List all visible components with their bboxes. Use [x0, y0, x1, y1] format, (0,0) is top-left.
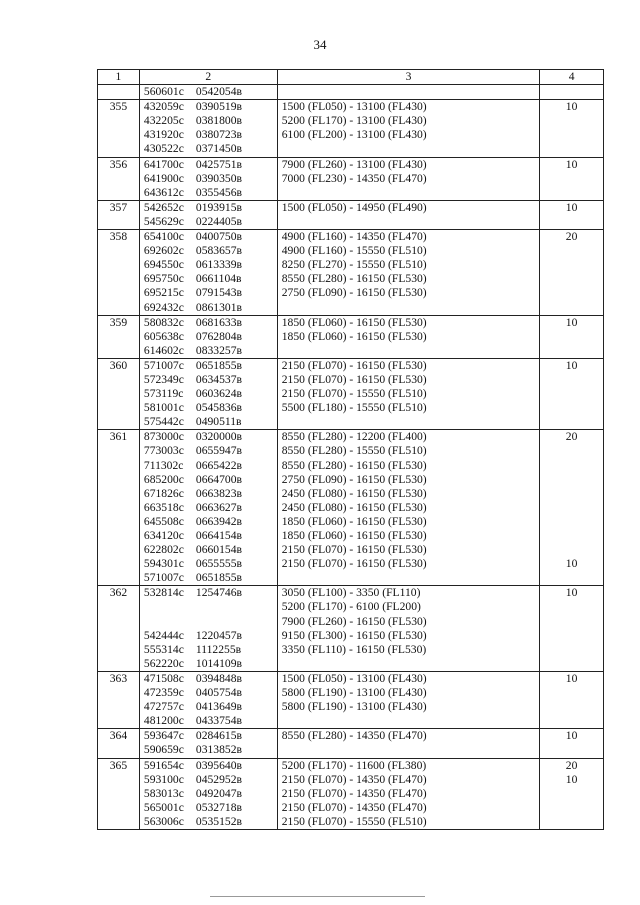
altitude-cell — [277, 586, 539, 672]
coordinates-cell — [139, 358, 277, 429]
value — [544, 529, 599, 543]
altitude-range: 2150 (FL070) - 16150 (FL530) — [281, 557, 427, 571]
longitude: 0613339в — [195, 258, 242, 272]
altitude-range: 5500 (FL180) - 15550 (FL510) — [281, 401, 427, 415]
coordinate-line — [144, 543, 273, 557]
coordinate-line — [144, 586, 273, 600]
latitude: 562220c — [143, 656, 184, 670]
latitude: 431920c — [143, 128, 184, 142]
longitude: 1254746в — [195, 586, 242, 600]
longitude: 0532718в — [195, 800, 242, 814]
coordinate-line — [144, 142, 273, 156]
column-header-1: 1 — [98, 70, 140, 85]
latitude: 472359c — [143, 686, 184, 700]
longitude: 0545836в — [195, 401, 242, 415]
coordinate-line — [144, 201, 273, 215]
altitude-range: 7000 (FL230) - 14350 (FL470) — [281, 171, 427, 185]
latitude: 692602c — [143, 244, 184, 258]
coordinates-cell — [139, 100, 277, 157]
altitude-range: 2150 (FL070) - 14350 (FL470) — [281, 800, 427, 814]
coordinate-line — [144, 444, 273, 458]
latitude: 581001c — [143, 401, 184, 415]
page-number: 34 — [313, 37, 327, 52]
latitude: 580832c — [143, 315, 184, 329]
coordinate-line — [144, 629, 273, 643]
latitude: 645508c — [143, 514, 184, 528]
latitude: 622802c — [143, 543, 184, 557]
latitude: 573119c — [143, 387, 184, 401]
area-number: 362 — [98, 586, 140, 672]
coordinates-cell — [139, 85, 277, 100]
value: 10 — [565, 358, 578, 372]
altitude-range: 8250 (FL270) - 15550 (FL510) — [281, 258, 427, 272]
latitude: 542444c — [143, 628, 184, 642]
coordinate-line — [144, 657, 273, 671]
coordinate-line — [144, 501, 273, 515]
longitude: 0394848в — [195, 671, 242, 685]
coordinate-line — [144, 186, 273, 200]
longitude: 0791543в — [195, 286, 242, 300]
coordinate-line — [144, 415, 273, 429]
latitude: 542652c — [143, 200, 184, 214]
coordinate-line — [144, 515, 273, 529]
altitude-range: 1500 (FL050) - 13100 (FL430) — [281, 671, 427, 685]
longitude: 0663627в — [195, 500, 242, 514]
table-row — [98, 100, 604, 157]
longitude: 0664700в — [195, 472, 242, 486]
latitude: 695215c — [143, 286, 184, 300]
altitude-cell — [277, 85, 539, 100]
altitude-range: 1850 (FL060) - 16150 (FL530) — [281, 315, 427, 329]
value: 10 — [565, 200, 578, 214]
table-body — [98, 85, 604, 830]
coordinates-cell — [139, 758, 277, 829]
altitude-range — [282, 85, 535, 99]
altitude-range: 2150 (FL070) - 16150 (FL530) — [281, 372, 427, 386]
altitude-range: 5200 (FL170) - 11600 (FL380) — [281, 758, 427, 772]
altitude-range: 3350 (FL110) - 16150 (FL530) — [281, 642, 427, 656]
longitude: 0663823в — [195, 486, 242, 500]
altitude-range: 1850 (FL060) - 16150 (FL530) — [281, 529, 427, 542]
coordinate-line — [144, 571, 273, 585]
longitude: 0400750в — [195, 230, 242, 244]
longitude: 0492047в — [195, 786, 242, 800]
latitude: 565001c — [143, 800, 184, 814]
value: 20 — [565, 758, 578, 772]
longitude: 0542054в — [195, 85, 242, 99]
longitude: 0655555в — [195, 557, 242, 571]
value — [544, 487, 599, 501]
latitude: 593647c — [143, 729, 184, 743]
coordinate-line — [144, 700, 273, 714]
table-row — [98, 430, 604, 586]
coordinate-line — [144, 473, 273, 487]
table-row — [98, 157, 604, 200]
altitude-cell — [277, 100, 539, 157]
longitude: 0381800в — [195, 114, 242, 128]
altitude-range: 2750 (FL090) - 16150 (FL530) — [281, 286, 427, 300]
coordinate-line — [144, 401, 273, 415]
longitude: 0433754в — [195, 714, 242, 728]
longitude: 0660154в — [195, 543, 242, 557]
altitude-range: 2450 (FL080) - 16150 (FL530) — [281, 500, 427, 514]
longitude: 0535152в — [195, 814, 242, 828]
coordinate-line — [144, 801, 273, 815]
longitude: 0390350в — [195, 171, 242, 185]
coordinate-line — [144, 100, 273, 114]
longitude: 0313852в — [195, 743, 242, 757]
altitude-range: 5800 (FL190) - 13100 (FL430) — [281, 700, 427, 714]
altitude-range: 8550 (FL280) - 15550 (FL510) — [281, 444, 427, 458]
airspace-table — [97, 69, 604, 830]
latitude: 430522c — [143, 142, 184, 156]
value-cell — [540, 230, 604, 316]
area-number: 365 — [98, 758, 140, 829]
longitude: 0224405в — [195, 214, 242, 228]
latitude: 481200c — [143, 714, 184, 728]
longitude: 0320000в — [195, 430, 242, 444]
coordinate-line — [144, 743, 273, 757]
coordinate-line — [144, 316, 273, 330]
coordinates-cell — [139, 315, 277, 358]
coordinate-line — [144, 759, 273, 773]
altitude-range: 5200 (FL170) - 13100 (FL430) — [281, 114, 427, 128]
latitude: 471508c — [143, 671, 184, 685]
coordinate-line — [144, 773, 273, 787]
value: 10 — [565, 671, 578, 685]
altitude-range: 1850 (FL060) - 16150 (FL530) — [281, 329, 427, 343]
latitude: 560601c — [143, 85, 184, 99]
altitude-cell — [277, 729, 539, 758]
longitude: 0490511в — [195, 415, 242, 429]
longitude: 1014109в — [195, 656, 242, 670]
longitude: 0413649в — [195, 700, 242, 714]
value-cell — [540, 358, 604, 429]
longitude: 0390519в — [195, 100, 242, 114]
bottom-divider — [210, 896, 425, 897]
longitude: 0193915в — [195, 200, 242, 214]
altitude-range: 5200 (FL170) - 6100 (FL200) — [281, 600, 421, 614]
longitude: 0380723в — [195, 128, 242, 142]
value-cell — [540, 100, 604, 157]
coordinate-line — [144, 815, 273, 829]
coordinates-cell — [139, 230, 277, 316]
coordinate-line — [144, 714, 273, 728]
value-cell — [540, 758, 604, 829]
latitude: 695750c — [143, 272, 184, 286]
altitude-range: 8550 (FL280) - 12200 (FL400) — [281, 430, 427, 444]
coordinate-line — [144, 459, 273, 473]
value — [544, 444, 599, 458]
altitude-range: 1850 (FL060) - 16150 (FL530) — [281, 514, 427, 528]
area-number: 361 — [98, 430, 140, 586]
altitude-range: 8550 (FL280) - 14350 (FL470) — [281, 729, 427, 743]
latitude: 572349c — [143, 372, 184, 386]
latitude: 773003c — [143, 444, 184, 458]
coordinate-line — [144, 344, 273, 358]
longitude: 0395640в — [195, 758, 242, 772]
value-cell — [540, 586, 604, 672]
longitude: 0663942в — [195, 514, 242, 528]
longitude: 0665422в — [195, 458, 242, 472]
coordinate-line — [144, 430, 273, 444]
value-cell — [540, 430, 604, 586]
table-row — [98, 729, 604, 758]
longitude: 0634537в — [195, 372, 242, 386]
coordinate-line — [144, 172, 273, 186]
area-number: 360 — [98, 358, 140, 429]
latitude: 643612c — [143, 185, 184, 199]
altitude-range: 2150 (FL070) - 14350 (FL470) — [281, 786, 427, 800]
latitude: 641900c — [143, 171, 184, 185]
longitude: 1220457в — [195, 628, 242, 642]
longitude: 0371450в — [195, 142, 242, 156]
coordinates-cell — [139, 671, 277, 728]
altitude-cell — [277, 315, 539, 358]
column-header-3: 3 — [277, 70, 539, 85]
value: 10 — [565, 315, 578, 329]
latitude: 694550c — [143, 258, 184, 272]
longitude: 0655947в — [195, 444, 242, 458]
altitude-cell — [277, 671, 539, 728]
latitude: 605638c — [143, 329, 184, 343]
coordinate-line — [144, 686, 273, 700]
table-row — [98, 315, 604, 358]
altitude-range: 4900 (FL160) - 15550 (FL510) — [281, 244, 427, 258]
latitude: 671826c — [143, 486, 184, 500]
area-number — [98, 85, 140, 100]
value — [544, 85, 599, 99]
coordinate-line — [144, 600, 273, 614]
altitude-range: 8550 (FL280) - 16150 (FL530) — [281, 458, 427, 472]
longitude: 0355456в — [195, 185, 242, 199]
altitude-cell — [277, 758, 539, 829]
coordinate-line — [144, 158, 273, 172]
altitude-range: 4900 (FL160) - 14350 (FL470) — [281, 230, 427, 244]
latitude: 711302c — [143, 458, 184, 472]
longitude: 0583657в — [195, 244, 242, 258]
coordinate-line — [144, 487, 273, 501]
altitude-range: 2150 (FL070) - 15550 (FL510) — [281, 814, 427, 828]
value: 10 — [565, 100, 578, 114]
table-row — [98, 200, 604, 229]
coordinate-line — [144, 373, 273, 387]
table-row — [98, 85, 604, 100]
latitude: 634120c — [143, 529, 184, 542]
table-row — [98, 758, 604, 829]
value-cell — [540, 85, 604, 100]
latitude: 472757c — [143, 700, 184, 714]
latitude: 532814c — [143, 586, 184, 600]
longitude: 0681633в — [195, 315, 242, 329]
value-cell — [540, 157, 604, 200]
altitude-cell — [277, 200, 539, 229]
coordinate-line — [144, 729, 273, 743]
coordinates-cell — [139, 586, 277, 672]
latitude: 571007c — [143, 358, 184, 372]
column-header-4: 4 — [540, 70, 604, 85]
altitude-range: 9150 (FL300) - 16150 (FL530) — [281, 628, 427, 642]
altitude-cell — [277, 157, 539, 200]
longitude: 1112255в — [195, 642, 242, 656]
area-number: 355 — [98, 100, 140, 157]
altitude-range: 2150 (FL070) - 16150 (FL530) — [281, 358, 427, 372]
coordinate-line — [144, 215, 273, 229]
area-number: 356 — [98, 157, 140, 200]
altitude-range: 5800 (FL190) - 13100 (FL430) — [281, 686, 427, 700]
coordinates-cell — [139, 157, 277, 200]
latitude: 654100c — [143, 230, 184, 244]
coordinate-line — [144, 244, 273, 258]
altitude-range: 8550 (FL280) - 16150 (FL530) — [281, 272, 427, 286]
altitude-range: 1500 (FL050) - 14950 (FL490) — [281, 200, 427, 214]
coordinate-line — [144, 114, 273, 128]
value-cell — [540, 671, 604, 728]
latitude: 593100c — [143, 772, 184, 786]
latitude: 571007c — [143, 571, 184, 585]
value: 20 — [565, 430, 578, 444]
coordinates-cell — [139, 430, 277, 586]
altitude-range: 2450 (FL080) - 16150 (FL530) — [281, 486, 427, 500]
table-row — [98, 230, 604, 316]
altitude-range: 3050 (FL100) - 3350 (FL110) — [281, 586, 421, 600]
altitude-range: 1500 (FL050) - 13100 (FL430) — [281, 100, 427, 114]
value-cell — [540, 315, 604, 358]
table-header-row — [98, 70, 604, 85]
coordinate-line — [144, 787, 273, 801]
coordinate-line — [144, 286, 273, 300]
latitude: 641700c — [143, 157, 184, 171]
latitude: 685200c — [143, 472, 184, 486]
latitude: 590659c — [143, 743, 184, 757]
altitude-range: 6100 (FL200) - 13100 (FL430) — [281, 128, 427, 142]
area-number: 359 — [98, 315, 140, 358]
longitude: 0603624в — [195, 387, 242, 401]
longitude: 0452952в — [195, 772, 242, 786]
coordinate-line — [144, 128, 273, 142]
value — [544, 543, 599, 557]
longitude: 0651855в — [195, 571, 242, 585]
coordinate-line — [144, 529, 273, 543]
coordinate-line — [144, 359, 273, 373]
area-number: 358 — [98, 230, 140, 316]
longitude: 0833257в — [195, 343, 242, 357]
altitude-range: 2150 (FL070) - 14350 (FL470) — [281, 772, 427, 786]
coordinate-line — [144, 387, 273, 401]
latitude: 563006c — [143, 814, 184, 828]
longitude: 0405754в — [195, 686, 242, 700]
column-header-2: 2 — [139, 70, 277, 85]
latitude: 873000c — [143, 430, 184, 444]
coordinates-cell — [139, 729, 277, 758]
value: 10 — [565, 157, 578, 171]
coordinate-line — [144, 615, 273, 629]
coordinate-line — [144, 643, 273, 657]
table-row — [98, 586, 604, 672]
value-cell — [540, 200, 604, 229]
latitude: 432059c — [143, 100, 184, 114]
area-number: 364 — [98, 729, 140, 758]
latitude: 663518c — [143, 500, 184, 514]
latitude: 432205c — [143, 114, 184, 128]
coordinate-line — [144, 85, 273, 99]
value: 10 — [565, 729, 578, 743]
coordinates-cell — [139, 200, 277, 229]
altitude-cell — [277, 230, 539, 316]
latitude: 594301c — [143, 557, 184, 571]
longitude: 0284615в — [195, 729, 242, 743]
longitude: 0861301в — [195, 300, 242, 314]
altitude-cell — [277, 430, 539, 586]
latitude: 692432c — [143, 300, 184, 314]
value — [544, 515, 599, 529]
latitude: 591654c — [143, 758, 184, 772]
value: 20 — [565, 230, 578, 244]
longitude: 0425751в — [195, 157, 242, 171]
value — [544, 473, 599, 487]
latitude: 614602c — [143, 343, 184, 357]
latitude: 545629c — [143, 214, 184, 228]
value: 10 — [565, 586, 578, 600]
longitude: 0762804в — [195, 329, 242, 343]
altitude-range: 2150 (FL070) - 16150 (FL530) — [281, 543, 427, 557]
value — [544, 501, 599, 515]
longitude: 0651855в — [195, 358, 242, 372]
area-number: 357 — [98, 200, 140, 229]
latitude: 583013c — [143, 786, 184, 800]
coordinate-line — [144, 272, 273, 286]
longitude: 0664154в — [195, 529, 242, 542]
area-number: 363 — [98, 671, 140, 728]
coordinate-line — [144, 258, 273, 272]
coordinate-line — [144, 330, 273, 344]
longitude: 0661104в — [195, 272, 242, 286]
altitude-range: 2150 (FL070) - 15550 (FL510) — [281, 387, 427, 401]
coordinate-line — [144, 557, 273, 571]
table-row — [98, 671, 604, 728]
coordinate-line — [144, 672, 273, 686]
altitude-range: 2750 (FL090) - 16150 (FL530) — [281, 472, 427, 486]
value-cell — [540, 729, 604, 758]
coordinate-line — [144, 301, 273, 315]
latitude: 575442c — [143, 415, 184, 429]
altitude-range: 7900 (FL260) - 16150 (FL530) — [281, 614, 427, 628]
table-row — [98, 358, 604, 429]
value — [544, 459, 599, 473]
latitude: 555314c — [143, 642, 184, 656]
value: 10 — [565, 557, 578, 571]
value: 10 — [565, 772, 578, 786]
coordinate-line — [144, 230, 273, 244]
altitude-range: 7900 (FL260) - 13100 (FL430) — [281, 157, 427, 171]
altitude-cell — [277, 358, 539, 429]
